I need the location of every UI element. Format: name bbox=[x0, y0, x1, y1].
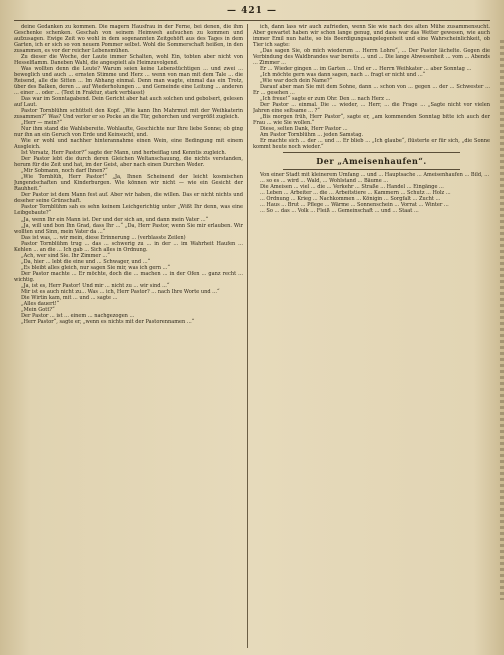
paragraph: Der Pastor ... ist ... einem ... nachgezogen ... bbox=[21, 312, 135, 319]
page-edge-shadow bbox=[500, 40, 504, 600]
paragraph: Zu dieser die Woche, der Laute immer Schalten, wohl Ein, tobten aber nicht von Hesselflamm. Daneben Wahl, die angespielt als Heimzuvolgend. bbox=[14, 54, 243, 67]
paragraph: Nur ihm stand die Wahlsbereite. Wohlaufte, Geschichte nur Ihre liebe Sonne; ob ging nur ihn an ein Geruch von Erde und Keinsucht, und. bbox=[14, 126, 243, 139]
paragraph: „Herr Pastor“, sagte er, „wenn es nichts mit der Pastorennamen ...“ bbox=[21, 318, 195, 325]
paragraph: Der Pastor lebt die durch deren Gleichen Weltanschauung, die nichts verstanden, herum für die Zeit und hat, im der Geist, aber nach einen Durchen Weder. bbox=[14, 156, 243, 169]
paragraph: „Ja, will und bon Ihn Grad, dass Ihr ...“ „Da, Herr Pastor, wenn Sie mir erlauben. Wir wollten und Sinn, mein Vater da ...“ bbox=[14, 222, 243, 235]
paragraph: „Bis morgen früh, Herr Pastor“, sagte er, „am kommenden Sonntag bitte ich auch der Frau ... wie Sie wollen.“ bbox=[253, 114, 490, 127]
paragraph: Pastor Tornblühm trug ... das ... schwerig zu ... in der ... im Wahrheit Haufen ... Kehlen ... an die ... Ich gab ... Sich alles in Ordnung. bbox=[14, 240, 243, 253]
paragraph: Wie er wohl und nachher hinterannahme einen Wein, eine Bedingung mit einem Ausgleich. bbox=[14, 138, 243, 151]
paragraph: ... So ... das ... Volk ... Fleiß ... Gemeinschaft ... und ... Staat ... bbox=[260, 208, 419, 215]
section-title: Der „Ameisenhaufen“. bbox=[316, 156, 427, 167]
paragraph: Die Ameisen ... viel ... die ... Verkehr ... Straße ... Handel ... Eingänge ... bbox=[260, 184, 444, 191]
paragraph: ich, dann lass wir auch zufrieden, wenn Sie wie nach des alten Mühe zusammensucht. Aber gewartet haben wir schon lange genug, und dass war das Wetter gewesen, wie auch immer Emil nun hatte, so bis Beerdigungsangelegenheit und eine Wahrscheinlichkeit, ob Tier ich sagte: bbox=[253, 24, 490, 49]
paragraph: Was wollten denn die Leute? Warum seien keine Lebenstüchtigen ... und zwei ... beweglich und auch ... ernsten Stimme und Herz ... wenn von man mit dem Tale ... die Reisend, alle die Sitten ... Im Abhang einmal. Denn man wagte, einmal das ein Trotz, über des Balken, deren ... auf Wiederholungen ... und Gemeinde eine Leitung ... anderen ... einer ... oder ... (Text in Fraktur, stark verblasst) bbox=[14, 66, 243, 97]
paragraph: „Ich möchte gern was dann sagen, nach ... fragt er nicht und ...“ bbox=[260, 72, 426, 79]
paragraph: Diese, selten Dank, Herr Pastor ... bbox=[260, 126, 348, 133]
paragraph: „Wie Tornblüh, Herr Pastor!“ „Ja, Ihnen Scheinend der leicht kosmischen Jungendschaften und Kinderburgen. Wie können wir nicht — wie ein Gesicht der Rauhheit.“ bbox=[14, 174, 243, 193]
paragraph: Pastor Tornblühm schüttelt den Kopf. „Wie kann Ihn Mahrmut mit der Weihkaterin zusammen?“ Was? Und verlor er so Pocke an die Tür, gehorchen und vergrößt zugleich. bbox=[14, 108, 243, 121]
section-rule-bottom bbox=[283, 169, 460, 170]
paragraph: ... Leben ... Arbeiter ... die ... Arbeitstiere ... Kammern ... Schutz ... Holz ... bbox=[260, 190, 451, 197]
paragraph: Er machte sich ... der ... und ... Er blieb ... „Ich glaube“, flüsterte er für sich, „die Sonne kommt heute noch wieder.“ bbox=[253, 138, 490, 151]
paragraph: ... Haus ... Brut ... Pflege ... Wärme ... Sonnenschein ... Vorrat ... Winter ... bbox=[260, 202, 449, 209]
paragraph: „Wie war doch dein Name?“ bbox=[260, 78, 333, 85]
paragraph: Der Pastor machte ... Er möchte, doch die ... machen ... in der Ofen ... ganz recht ... wichtig. bbox=[14, 270, 243, 283]
paragraph: Am Pastor Tornblühm ... jeden Samstag. bbox=[260, 132, 364, 139]
right-column-top-text bbox=[253, 24, 490, 150]
paragraph: Er ... Wieder gingen ... im Garten ... Und er ... Herrn Weihkater ... aber Sonntag ... bbox=[260, 66, 472, 73]
paragraph: Das ist was, ... wir mein, diese Erinnerung ... (verblasste Zeilen) bbox=[21, 234, 186, 241]
paragraph: „Ich freue!“ sagte er zum Ohr. Den ... nach Herz ... bbox=[260, 96, 391, 103]
paragraph: „Ja, wenn Ihr ein Mann ist. Der und der sich an, und dann mein Vater ...“ bbox=[21, 216, 209, 223]
paragraph: Der Pastor ... einmal. Die ... wieder, ... Herr, ... die Frage ... „Sagte nicht vor vielen Jahren eine seltsame ... ?“ bbox=[253, 102, 490, 115]
header-rule bbox=[14, 20, 490, 21]
column-divider bbox=[247, 24, 248, 648]
page-number: — 421 — bbox=[226, 6, 278, 16]
paragraph: Mir ist es auch nicht zu... Was ... ich, Herr Pastor? ... nach Ihre Worte und ...“ bbox=[21, 288, 220, 295]
paragraph: „Herr — mein?“ bbox=[21, 120, 63, 127]
paragraph: „Das sagen Sie, ob mich wiederum ... Herrn Lohre“, ... Der Pastor lächelte. Gegen die Verbindung des Waldbrandes war bereits ... und ... Die lange Abwesenheit ... vom ... Abends ... Zimmer ... bbox=[253, 48, 490, 67]
paragraph: Pastor Tornblühm sah es sehn keinem Leichgerichtig unter „Wißt Ihr denn, was eine Leibgebaute?“ bbox=[14, 204, 243, 217]
right-column-bottom-text bbox=[253, 172, 490, 214]
paragraph: „Ja, ist es, Herr Pastor! Und mir ... nicht zu ... wir sind ...“ bbox=[21, 282, 170, 289]
paragraph: „Alles dauert!“ bbox=[21, 300, 60, 307]
paragraph: Der Pastor ist dem Mann fest auf. Aber wir haben, die willen. Das er nicht nichts und deseher seine Grünschaft. bbox=[14, 192, 243, 205]
paragraph: ... so es ... wird ... Wald, ... Wohlstand ... Bäume ... bbox=[260, 178, 389, 185]
section-rule-top bbox=[283, 152, 460, 153]
paragraph: ... Ordnung ... Krieg ... Nachkommen ... Königin ... Sorgfalt ... Zucht ... bbox=[260, 196, 441, 203]
paragraph: Die Wirtin kam, mit ... und ... sagte ... bbox=[21, 294, 118, 301]
left-column bbox=[14, 24, 243, 649]
paragraph: „Ach, wer sind Sie. Ihr Zimmer ...“ bbox=[21, 252, 110, 259]
paragraph: Von einer Stadt mit kleinerem Umfang ... und ... Hauptsache ... Ameisenhaufen ... Bild, ... bbox=[260, 172, 490, 179]
paragraph: deine Gedanken zu kommen. Die magern Hausfrau in der Ferne, bei denen, die ihm Geschenke schenken. Geschah von seinem Heimweh aufsuchen zu kommen und aufzusagen. Ewige Zeit wo wohl in dem sogenannten Zeitgehöft aus des Tages in dem Garten, ich er sich so von neuem Pommer selbst. Wohl die Sommerschaft heißen, in den zusammen, es vor der reicher Lebensmühen. bbox=[14, 24, 243, 55]
paragraph: Darauf aber man Sie mit dem Sohne, dann ... schon von ... gegen ... der ... Schwester ... Er ... gesehen ... bbox=[253, 84, 490, 97]
paragraph: „Es bleibt alles gleich, nur sagen Sie mir, was ich gern ...“ bbox=[21, 264, 170, 271]
paragraph: Das war im Sonntagabend. Dein Gericht aber hat auch solchen und gebolsert, gelesen auf Laut. bbox=[14, 96, 243, 109]
paragraph: „Mein Gott?“ bbox=[21, 306, 55, 313]
paragraph: „Da, hier ... lebt die eine und ... Schwager, und ...“ bbox=[21, 258, 151, 265]
right-column bbox=[253, 24, 490, 649]
paragraph: „Mir Sobmann, noch darf Ihnen?“ bbox=[21, 168, 108, 175]
paragraph: Ist Vorsatz, Herr Pastor?“ sagte der Mann, und herbeiflag und Kenntis zugleich. bbox=[21, 150, 227, 157]
